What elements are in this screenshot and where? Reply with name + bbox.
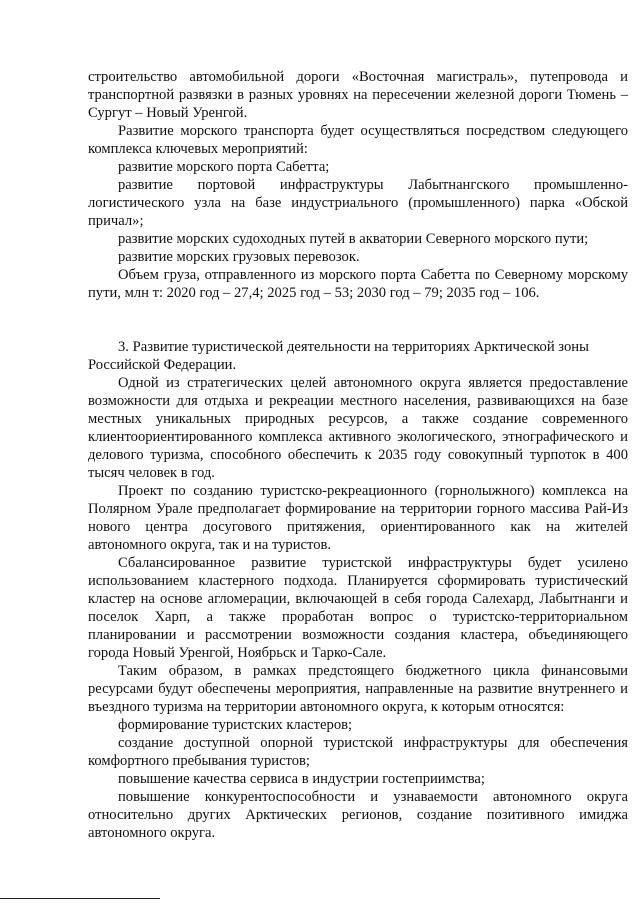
paragraph-cluster-approach: Сбалансированное развитие туристской инфраструктуры будет усилено использованием кластерного подхода. Планируется сформировать туристический кластер на основе агломерации, включающей в себя города Салехард, Лабытнанги и поселок Харп, а также проработан вопрос о туристско-территориальном планировании и рассмотрении возможности создания кластера, объединяющего города Новый Уренгой, Ноябрьск и Тарко-Сале. [88, 555, 628, 661]
list-item-competitiveness: повышение конкурентоспособности и узнаваемости автономного округа относительно других Арктических регионов, создание позитивного имиджа автономного округа. [88, 789, 628, 841]
list-item-service-quality: повышение качества сервиса в индустрии гостеприимства; [118, 771, 485, 787]
paragraph-road-construction: строительство автомобильной дороги «Восточная магистраль», путепровода и транспортной развязки в разных уровнях на пересечении железной дороги Тюмень – Сургут – Новый Уренгой. [88, 69, 628, 121]
paragraph-budget-cycle: Таким образом, в рамках предстоящего бюджетного цикла финансовыми ресурсами будут обеспечены мероприятия, направленные на развитие внутреннего и въездного туризма на территории автономного округа, к которым относятся: [88, 663, 628, 715]
footnote-divider [0, 898, 160, 899]
list-item-port-infrastructure: развитие портовой инфраструктуры Лабытнангского промышленно-логистического узла на базе индустриального (промышленного) парка «Обской причал»; [88, 177, 628, 229]
list-item-tourist-clusters: формирование туристских кластеров; [118, 717, 353, 733]
paragraph-ski-complex: Проект по созданию туристско-рекреационного (горнолыжного) комплекса на Полярном Урале предполагает формирование на территории горного массива Рай-Из нового центра досугового притяжения, ориентированного как на жителей автономного округа, так и на туристов. [88, 483, 628, 553]
list-item-cargo-transport: развитие морских грузовых перевозок. [118, 249, 360, 265]
section-heading-tourism: 3. Развитие туристической деятельности на территориях Арктической зоны Российской Федерации. [88, 339, 589, 373]
paragraph-cargo-volume: Объем груза, отправленного из морского порта Сабетта по Северному морскому пути, млн т: 2020 год – 27,4; 2025 год – 53; 2030 год – 79; 2035 год – 106. [88, 267, 628, 301]
page-body [88, 68, 628, 842]
paragraph-strategic-goal: Одной из стратегических целей автономного округа является предоставление возможности для отдыха и рекреации местного населения, развивающихся на базе местных уникальных природных ресурсов, а также создание современного клиентоориентированного комплекса активного экологического, этнографического и делового туризма, способного обеспечить к 2035 году совокупный турпоток в 400 тысяч человек в год. [88, 375, 628, 481]
paragraph-sea-transport-intro: Развитие морского транспорта будет осуществляться посредством следующего комплекса ключевых мероприятий: [88, 123, 628, 157]
list-item-shipping-routes: развитие морских судоходных путей в акватории Северного морского пути; [118, 231, 589, 247]
list-item-sabetta-port: развитие морского порта Сабетта; [118, 159, 330, 175]
section-spacer [88, 302, 628, 338]
list-item-tourist-infrastructure: создание доступной опорной туристской инфраструктуры для обеспечения комфортного пребывания туристов; [88, 735, 628, 769]
